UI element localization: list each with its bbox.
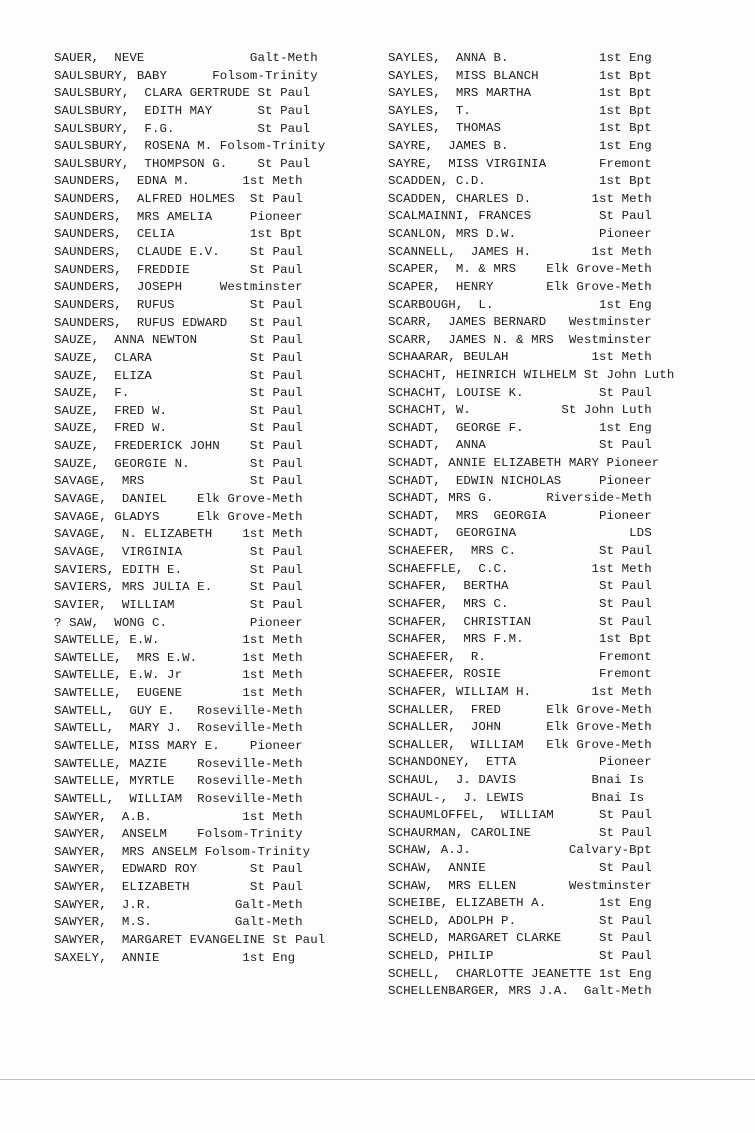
list-item: SAUZE, FRED W. St Paul — [54, 421, 303, 436]
list-item: SCHALLER, JOHN Elk Grove-Meth — [388, 720, 652, 735]
list-item: SCHADT, MRS G. Riverside-Meth — [388, 491, 652, 506]
list-item: SAYLES, MISS BLANCH 1st Bpt — [388, 68, 652, 83]
list-item: SAWYER, ANSELM Folsom-Trinity — [54, 827, 303, 842]
list-item: ? SAW, WONG C. Pioneer — [54, 615, 303, 630]
list-item: SCARBOUGH, L. 1st Eng — [388, 297, 652, 312]
list-item: SAWTELL, GUY E. Roseville-Meth — [54, 703, 303, 718]
list-item: SCAPER, M. & MRS Elk Grove-Meth — [388, 262, 652, 277]
list-item: SAYLES, ANNA B. 1st Eng — [388, 51, 652, 65]
list-item: SCHAFER, MRS C. St Paul — [388, 596, 652, 611]
list-item: SAVAGE, MRS St Paul — [54, 474, 303, 489]
list-item: SAWYER, J.R. Galt-Meth — [54, 897, 303, 912]
list-item: SAVIERS, EDITH E. St Paul — [54, 562, 303, 577]
list-item: SAUNDERS, JOSEPH Westminster — [54, 280, 303, 295]
list-item: SAULSBURY, F.G. St Paul — [54, 121, 311, 136]
list-item: SAYLES, THOMAS 1st Bpt — [388, 121, 652, 136]
list-item: SAWTELLE, MYRTLE Roseville-Meth — [54, 774, 303, 789]
list-item: SAULSBURY, BABY Folsom-Trinity — [54, 68, 318, 83]
list-item: SAWYER, MARGARET EVANGELINE St Paul — [54, 933, 326, 948]
list-item: SAUNDERS, RUFUS EDWARD St Paul — [54, 315, 303, 330]
list-item: SAUNDERS, FREDDIE St Paul — [54, 262, 303, 277]
list-item: SAUZE, CLARA St Paul — [54, 350, 303, 365]
list-item: SCHAUL-, J. LEWIS Bnai Is — [388, 790, 645, 805]
list-item: SCADDEN, C.D. 1st Bpt — [388, 174, 652, 189]
list-item: SAWTELLE, E.W. 1st Meth — [54, 633, 303, 648]
list-item: SAUNDERS, CLAUDE E.V. St Paul — [54, 245, 303, 260]
list-item: SAVAGE, DANIEL Elk Grove-Meth — [54, 492, 303, 507]
list-item: SCHAW, ANNIE St Paul — [388, 861, 652, 876]
list-item: SAVIERS, MRS JULIA E. St Paul — [54, 580, 303, 595]
list-item: SAUZE, GEORGIE N. St Paul — [54, 456, 303, 471]
list-item: SCHELLENBARGER, MRS J.A. Galt-Meth — [388, 984, 652, 999]
list-item: SCHAEFER, R. Fremont — [388, 649, 652, 664]
list-item: SCHACHT, W. St John Luth — [388, 403, 652, 418]
list-item: SAWYER, ELIZABETH St Paul — [54, 880, 303, 895]
list-item: SCHADT, GEORGINA LDS — [388, 526, 652, 541]
list-item: SCHADT, EDWIN NICHOLAS Pioneer — [388, 473, 652, 488]
list-item: SCANNELL, JAMES H. 1st Meth — [388, 244, 652, 259]
list-item: SAUNDERS, RUFUS St Paul — [54, 297, 303, 312]
list-item: SCHEIBE, ELIZABETH A. 1st Eng — [388, 896, 652, 911]
list-item: SAULSBURY, EDITH MAY St Paul — [54, 103, 311, 118]
list-item: SCHAEFER, MRS C. St Paul — [388, 544, 652, 559]
list-item: SCHAFER, WILLIAM H. 1st Meth — [388, 684, 652, 699]
list-item: SCHADT, ANNA St Paul — [388, 438, 652, 453]
list-item: SAUZE, ELIZA St Paul — [54, 368, 303, 383]
list-item: SAWTELLE, EUGENE 1st Meth — [54, 686, 303, 701]
list-item: SCHAFER, BERTHA St Paul — [388, 579, 652, 594]
list-item: SAWYER, M.S. Galt-Meth — [54, 915, 303, 930]
left-column — [54, 50, 352, 967]
list-item: SAWYER, EDWARD ROY St Paul — [54, 862, 303, 877]
list-item: SAVAGE, N. ELIZABETH 1st Meth — [54, 527, 303, 542]
bottom-rule — [0, 1079, 755, 1080]
list-item: SAXELY, ANNIE 1st Eng — [54, 950, 296, 965]
list-item: SAWTELLE, MISS MARY E. Pioneer — [54, 738, 303, 753]
list-item: SAWYER, A.B. 1st Meth — [54, 809, 303, 824]
list-item: SCARR, JAMES N. & MRS Westminster — [388, 332, 652, 347]
list-item: SCHADT, GEORGE F. 1st Eng — [388, 420, 652, 435]
list-item: SCANLON, MRS D.W. Pioneer — [388, 227, 652, 242]
right-column — [388, 50, 693, 1001]
list-item: SCHELD, ADOLPH P. St Paul — [388, 913, 652, 928]
list-item: SAUNDERS, ALFRED HOLMES St Paul — [54, 192, 303, 207]
list-item: SAWYER, MRS ANSELM Folsom-Trinity — [54, 844, 311, 859]
list-item: SCALMAINNI, FRANCES St Paul — [388, 209, 652, 224]
list-item: SAUNDERS, MRS AMELIA Pioneer — [54, 209, 303, 224]
list-item: SAYLES, MRS MARTHA 1st Bpt — [388, 86, 652, 101]
list-item: SCHALLER, WILLIAM Elk Grove-Meth — [388, 737, 652, 752]
list-item: SCHELD, MARGARET CLARKE St Paul — [388, 931, 652, 946]
list-item: SCHELD, PHILIP St Paul — [388, 949, 652, 964]
list-item: SAVAGE, GLADYS Elk Grove-Meth — [54, 509, 303, 524]
list-item: SAULSBURY, CLARA GERTRUDE St Paul — [54, 86, 311, 101]
list-item: SCHAEFER, ROSIE Fremont — [388, 667, 652, 682]
list-item: SCHALLER, FRED Elk Grove-Meth — [388, 702, 652, 717]
list-item: SAUER, NEVE Galt-Meth — [54, 51, 318, 65]
list-item: SCHAW, MRS ELLEN Westminster — [388, 878, 652, 893]
list-item: SCHAUMLOFFEL, WILLIAM St Paul — [388, 808, 652, 823]
list-item: SAVAGE, VIRGINIA St Paul — [54, 544, 303, 559]
list-item: SCARR, JAMES BERNARD Westminster — [388, 315, 652, 330]
list-item: SAUZE, F. St Paul — [54, 386, 303, 401]
list-item: SAUZE, FRED W. St Paul — [54, 403, 303, 418]
list-item: SCHAARAR, BEULAH 1st Meth — [388, 350, 652, 365]
list-item: SAYRE, JAMES B. 1st Eng — [388, 139, 652, 154]
list-item: SCHACHT, LOUISE K. St Paul — [388, 385, 652, 400]
list-item: SAWTELLE, MAZIE Roseville-Meth — [54, 756, 303, 771]
list-item: SAUZE, ANNA NEWTON St Paul — [54, 333, 303, 348]
list-item: SCHAFER, CHRISTIAN St Paul — [388, 614, 652, 629]
list-item: SCADDEN, CHARLES D. 1st Meth — [388, 191, 652, 206]
list-item: SCAPER, HENRY Elk Grove-Meth — [388, 279, 652, 294]
list-item: SCHACHT, HEINRICH WILHELM St John Luth — [388, 367, 675, 382]
list-item: SAWTELLE, E.W. Jr 1st Meth — [54, 668, 303, 683]
list-item: SCHAFER, MRS F.M. 1st Bpt — [388, 632, 652, 647]
list-item: SAULSBURY, ROSENA M. Folsom-Trinity — [54, 139, 326, 154]
list-item: SAUNDERS, EDNA M. 1st Meth — [54, 174, 303, 189]
list-item: SCHANDONEY, ETTA Pioneer — [388, 755, 652, 770]
list-item: SAULSBURY, THOMPSON G. St Paul — [54, 156, 311, 171]
list-item: SAUNDERS, CELIA 1st Bpt — [54, 227, 303, 242]
list-item: SCHAUL, J. DAVIS Bnai Is — [388, 772, 645, 787]
list-item: SCHAEFFLE, C.C. 1st Meth — [388, 561, 652, 576]
list-item: SAYLES, T. 1st Bpt — [388, 103, 652, 118]
list-item: SAVIER, WILLIAM St Paul — [54, 597, 303, 612]
list-item: SCHADT, ANNIE ELIZABETH MARY Pioneer — [388, 456, 660, 471]
list-item: SAWTELL, MARY J. Roseville-Meth — [54, 721, 303, 736]
list-item: SAYRE, MISS VIRGINIA Fremont — [388, 156, 652, 171]
list-item: SCHADT, MRS GEORGIA Pioneer — [388, 508, 652, 523]
list-item: SAUZE, FREDERICK JOHN St Paul — [54, 439, 303, 454]
list-item: SCHELL, CHARLOTTE JEANETTE 1st Eng — [388, 966, 652, 981]
list-item: SAWTELLE, MRS E.W. 1st Meth — [54, 650, 303, 665]
list-item: SCHAURMAN, CAROLINE St Paul — [388, 825, 652, 840]
list-item: SCHAW, A.J. Calvary-Bpt — [388, 843, 652, 858]
list-item: SAWTELL, WILLIAM Roseville-Meth — [54, 791, 303, 806]
